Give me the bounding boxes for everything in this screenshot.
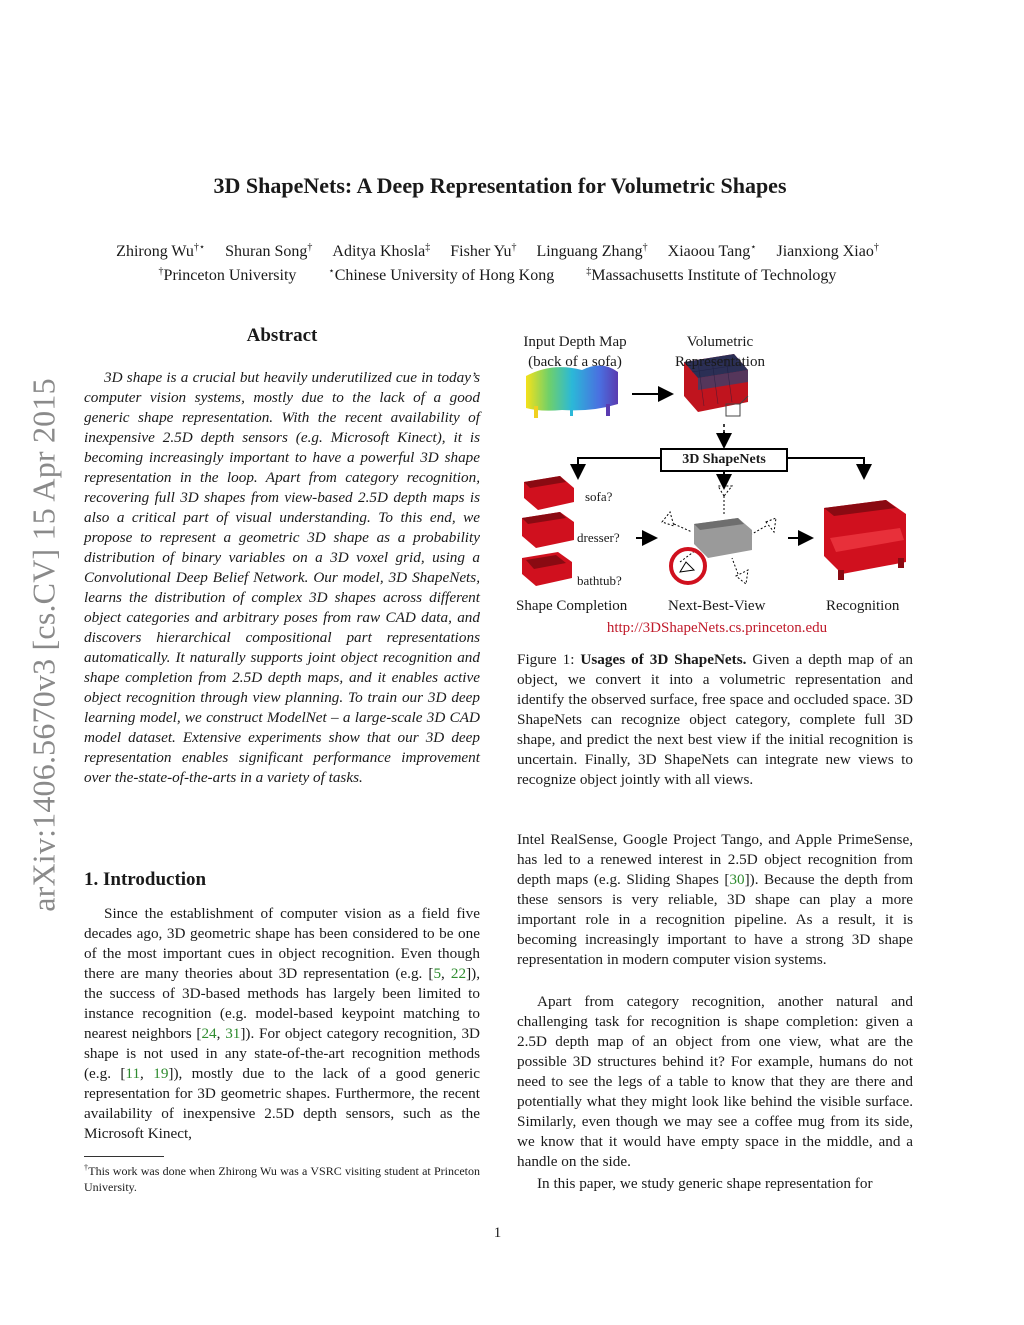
citation-link[interactable]: 24: [201, 1025, 217, 1042]
citation-link[interactable]: 31: [225, 1025, 241, 1042]
arrow-icon: [578, 458, 660, 476]
affiliation: †Princeton University: [158, 266, 297, 284]
citation-link[interactable]: 30: [729, 871, 745, 888]
affiliation: ⋆Chinese University of Hong Kong: [328, 266, 555, 284]
next-best-view-label: Next-Best-View: [668, 598, 766, 614]
arxiv-id-text: arXiv:1406.5670v3 [cs.CV] 15 Apr 2015: [25, 378, 62, 912]
citation-link[interactable]: 19: [153, 1065, 169, 1082]
arrow-icon: [788, 458, 864, 476]
input-depth-map-label: Input Depth Map (back of a sofa): [523, 334, 627, 370]
recognition-sofa-image: [824, 500, 906, 580]
abstract-heading: Abstract: [246, 325, 318, 346]
shape-completion-label: Shape Completion: [516, 598, 628, 614]
author-list: [0, 242, 995, 261]
highlight-ring: [671, 549, 705, 583]
citation-link[interactable]: 22: [450, 965, 467, 982]
volumetric-label: Volumetric Representation: [675, 334, 765, 370]
figure-1: [512, 326, 922, 642]
author: Linguang Zhang†: [536, 242, 648, 260]
author: Jianxiong Xiao†: [776, 242, 879, 260]
author: Xiaoou Tang⋆: [667, 242, 757, 260]
figure-diagram: [512, 326, 922, 642]
completion-bathtub-image: [522, 552, 572, 586]
project-url-link[interactable]: http://3DShapeNets.cs.princeton.edu: [606, 620, 828, 636]
body-paragraph: Intel RealSense, Google Project Tango, and Apple PrimeSense, has led to a renewed interest in 2.5D object recognition from depth maps (e.g. Sliding Shapes [30]). Because the depth from these sensors is very reliable, 3D shape can play a more important role in a recognition pipeline. As a result, it is becoming increasingly important to have a strong 3D shape representation in modern computer vision systems.: [517, 831, 914, 968]
figure-caption: Figure 1: Usages of 3D ShapeNets. Given a depth map of an object, we convert it into a volumetric representation and identify the observed surface, free space and occluded space. 3D ShapeNets can recognize object category, complete full 3D shape, and predict the next best view if the initial recognition is uncertain. Finally, 3D ShapeNets can integrate new views to recognize object jointly with all views.: [517, 651, 914, 788]
body-paragraph: In this paper, we study generic shape representation for: [537, 1175, 873, 1192]
introduction-paragraph: Since the establishment of computer vision as a field five decades ago, 3D geometric shape has been considered to be one of the most important cues in object recognition. Even though there are many theories about 3D representation (e.g. [5, 22]), the success of 3D-based methods has largely been limited to instance recognition (e.g. model-based keypoint matching to nearest neighbors [24, 31]). For object category recognition, 3D shape is not used in any state-of-the-art recognition methods (e.g. [11, 19]), mostly due to the lack of a good generic representation for 3D geometric shapes. Furthermore, the recent availability of inexpensive 2.5D depth sensors, such as the Microsoft Kinect,: [84, 905, 481, 1142]
sofa-question-label: sofa?: [585, 489, 613, 504]
author: Shuran Song†: [225, 242, 313, 260]
author: Zhirong Wu†⋆: [116, 242, 206, 260]
author: Aditya Khosla‡: [332, 242, 431, 260]
affiliation-list: [0, 266, 995, 285]
author: Fisher Yu†: [450, 242, 517, 260]
introduction-heading: 1. Introduction: [84, 869, 207, 890]
completion-sofa-image: [524, 476, 574, 510]
abstract-body: 3D shape is a crucial but heavily underutilized cue in today’s computer vision systems, mostly due to the lack of a good generic shape representation. With the recent availability of inexpensive 2.5D depth sensors (e.g. Microsoft Kinect), it is becoming increasingly important to have a powerful 3D shape representation in the loop. Apart from category recognition, recovering full 3D shapes from view-based 2.5D depth maps is also a critical part of visual understanding. To this end, we propose to represent a geometric 3D shape as a probability distribution of binary variables on a 3D voxel grid, using a Convolutional Deep Belief Network. Our model, 3D ShapeNets, learns the distribution of complex 3D shapes across different object categories and arbitrary poses from raw CAD data, and discovers hierarchical compositional part representations automatically. It naturally supports joint object recognition and shape completion from 2.5D depth maps, and it enables active object recognition through view planning. To train our 3D deep learning model, we construct ModelNet – a large-scale 3D CAD model dataset. Extensive experiments show that our 3D deep representation enables significant performance improvement over the-state-of-the-arts in a variety of tasks.: [84, 369, 480, 786]
next-best-view-image: [662, 486, 776, 584]
footnote: †This work was done when Zhirong Wu was a VSRC visiting student at Princeton University.: [84, 1163, 480, 1194]
dresser-question-label: dresser?: [577, 530, 620, 545]
recognition-label: Recognition: [826, 598, 900, 614]
citation-link[interactable]: 11: [125, 1065, 141, 1082]
shapenets-box: 3D ShapeNets: [660, 448, 788, 472]
affiliation: ‡Massachusetts Institute of Technology: [586, 266, 837, 284]
bathtub-question-label: bathtub?: [577, 573, 622, 588]
page-number: 1: [493, 1225, 502, 1241]
footnote-divider: [84, 1156, 164, 1157]
citation-link[interactable]: 5: [433, 965, 442, 982]
body-paragraph: Apart from category recognition, another natural and challenging task for recognition is shape completion: given a 2.5D depth map of an object from one view, what are the possible 3D structures behind it? For example, humans do not need to see the legs of a table to know that they are there and potentially what they might look like behind the visible surface. Similarly, even though we may see a coffee mug from its side, we know that it would have empty space in the middle, and a handle on the side.: [517, 993, 913, 1170]
paper-title: 3D ShapeNets: A Deep Representation for Volumetric Shapes: [213, 173, 787, 198]
depth-map-image: [526, 365, 618, 418]
completion-dresser-image: [522, 512, 574, 548]
